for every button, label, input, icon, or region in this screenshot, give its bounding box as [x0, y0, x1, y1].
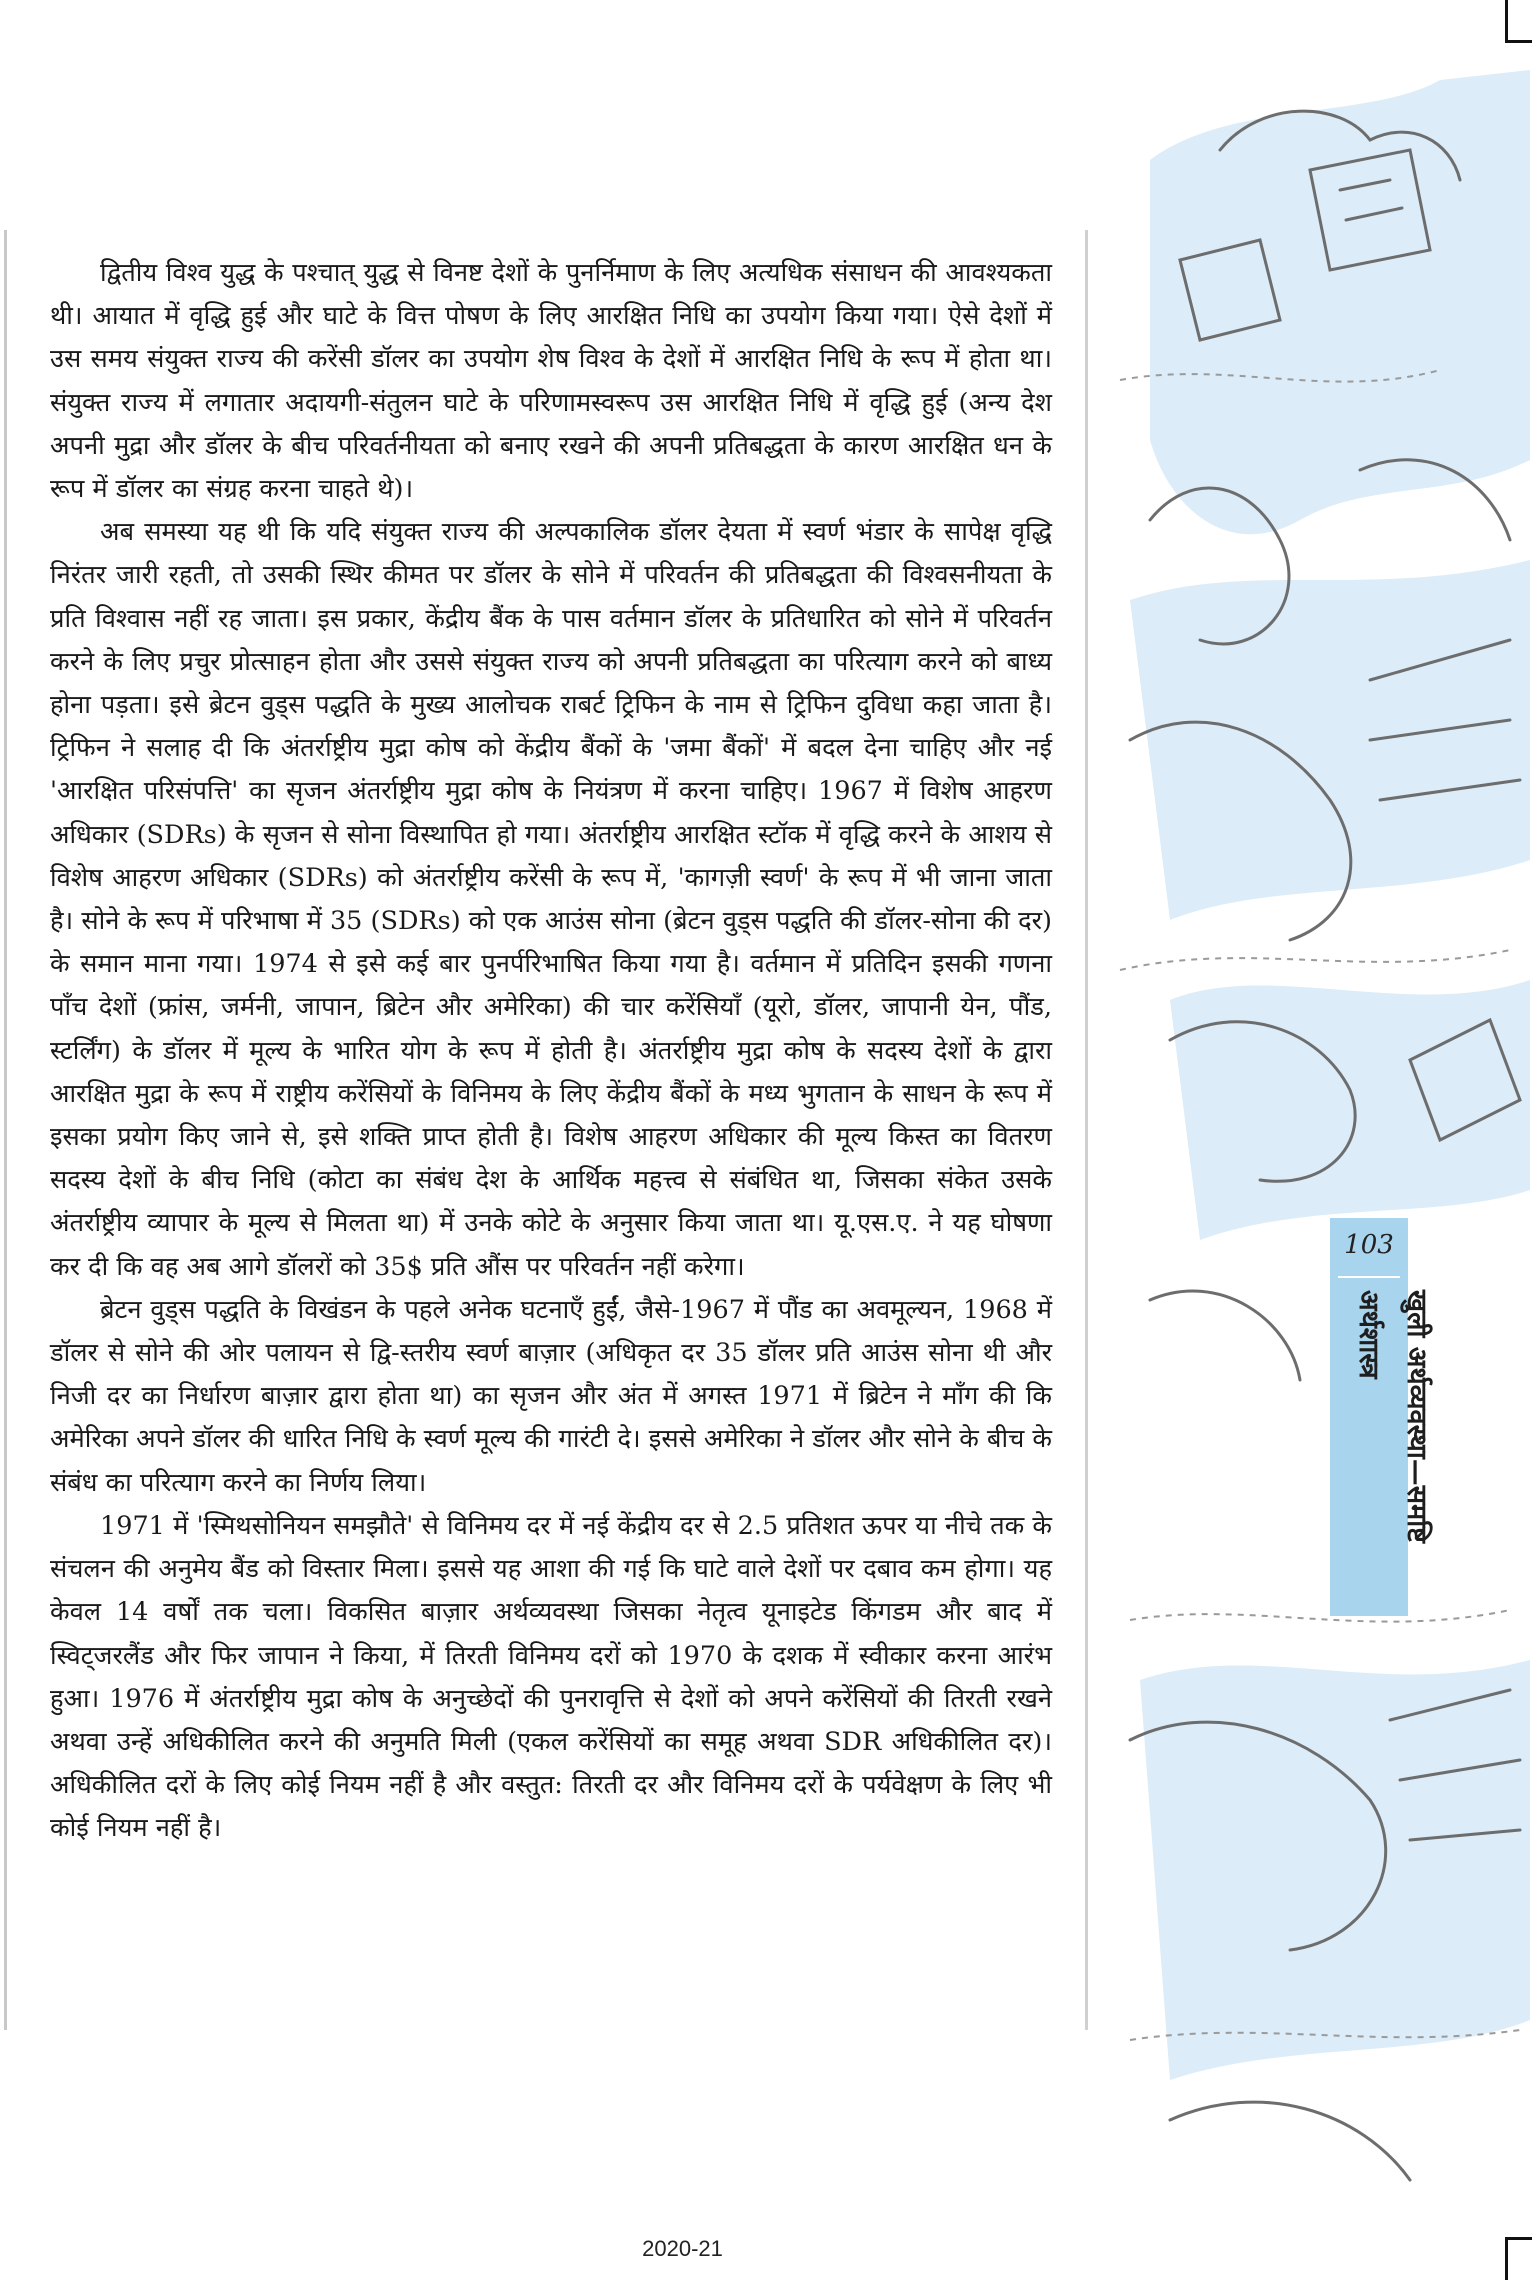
- crop-mark-bottom: [1505, 2237, 1532, 2280]
- main-text: [50, 252, 1052, 1851]
- page-number: 103: [1344, 1230, 1394, 1260]
- chapter-side-tab: [1330, 1218, 1432, 1616]
- paragraph-triffin-dilemma: अब समस्या यह थी कि यदि संयुक्त राज्य की अल्पकालिक डॉलर देयता में स्वर्ण भंडार के सापेक्ष वृद्धि निरंतर जारी रहती, तो उसकी स्थिर कीमत पर डॉलर के सोने में परिवर्तन की प्रतिबद्धता की विश्वसनीयता के प्रति विश्वास नहीं रह जाता। इस प्रकार, केंद्रीय बैंक के पास वर्तमान डॉलर के प्रतिधारित को सोने में परिवर्तन करने के लिए प्रचुर प्रोत्साहन होता और उससे संयुक्त राज्य को अपनी प्रतिबद्धता का परित्याग करने को बाध्य होना पड़ता। इसे ब्रेटन वुड्स पद्धति के मुख्य आलोचक राबर्ट ट्रिफिन के नाम से ट्रिफिन दुविधा कहा जाता है। ट्रिफिन ने सलाह दी कि अंतर्राष्ट्रीय मुद्रा कोष को केंद्रीय बैंकों के 'जमा बैंकों' में बदल देना चाहिए और नई 'आरक्षित परिसंपत्ति' का सृजन अंतर्राष्ट्रीय मुद्रा कोष के नियंत्रण में करना चाहिए। 1967 में विशेष आहरण अधिकार (SDRs) के सृजन से सोना विस्थापित हो गया। अंतर्राष्ट्रीय आरक्षित स्टॉक में वृद्धि करने के आशय से विशेष आहरण अधिकार (SDRs) को अंतर्राष्ट्रीय करेंसी के रूप में, 'कागज़ी स्वर्ण' के रूप में भी जाना जाता है। सोने के रूप में परिभाषा में 35 (SDRs) को एक आउंस सोना (ब्रेटन वुड्स पद्धति की डॉलर-सोना की दर) के समान माना गया। 1974 से इसे कई बार पुनर्परिभाषित किया गया है। वर्तमान में प्रतिदिन इसकी गणना पाँच देशों (फ्रांस, जर्मनी, जापान, ब्रिटेन और अमेरिका) की चार करेंसियाँ (यूरो, डॉलर, जापानी येन, पौंड, स्टर्लिंग) के डॉलर में मूल्य के भारित योग के रूप में होती है। अंतर्राष्ट्रीय मुद्रा कोष के सदस्य देशों के द्वारा आरक्षित मुद्रा के रूप में राष्ट्रीय करेंसियों के विनिमय के लिए केंद्रीय बैंकों के मध्य भुगतान के साधन के रूप में इसका प्रयोग किए जाने से, इसे शक्ति प्राप्त होती है। विशेष आहरण अधिकार की मूल्य किस्त का वितरण सदस्य देशों के बीच निधि (कोटा का संबंध देश के आर्थिक महत्त्व से संबंधित था, जिसका संकेत उसके अंतर्राष्ट्रीय व्यापार के मूल्य से मिलता था) में उनके कोटे के अनुसार किया जाता था। यू.एस.ए. ने यह घोषणा कर दी कि वह अब आगे डॉलरों को 35$ प्रति औंस पर परिवर्तन नहीं करेगा।: [50, 517, 1052, 1282]
- paragraph-smithsonian-agreement: 1971 में 'स्मिथसोनियन समझौते' से विनिमय दर में नई केंद्रीय दर से 2.5 प्रतिशत ऊपर या नीचे तक के संचलन की अनुमेय बैंड को विस्तार मिला। इससे यह आशा की गई कि घाटे वाले देशों पर दबाव कम होगा। यह केवल 14 वर्षों तक चला। विकसित बाज़ार अर्थव्यवस्था जिसका नेतृत्व यूनाइटेड किंगडम और बाद में स्विट्जरलैंड और फिर जापान ने किया, में तिरती विनिमय दरों को 1970 के दशक में स्वीकार करना आरंभ हुआ। 1976 में अंतर्राष्ट्रीय मुद्रा कोष के अनुच्छेदों की पुनरावृत्ति से देशों को अपने करेंसियों की तिरती रखने अथवा उन्हें अधिकीलित करने की अनुमति मिली (एकल करेंसियों का समूह अथवा SDR अधिकीलित दर)। अधिकीलित दरों के लिए कोई नियम नहीं है और वस्तुत: तिरती दर और विनिमय दरों के पर्यवेक्षण के लिए भी कोई नियम नहीं है।: [50, 1510, 1052, 1844]
- footer-year: 2020-21: [642, 2236, 723, 2261]
- crop-mark-top: [1505, 0, 1532, 43]
- chapter-title: खुली अर्थव्यवस्था—समष्टि अर्थशास्त्र: [1353, 1290, 1432, 1543]
- tab-divider: [1338, 1276, 1400, 1278]
- paragraph-post-war-reserves: द्वितीय विश्व युद्ध के पश्चात् युद्ध से विनष्ट देशों के पुनर्निमाण के लिए अत्यधिक संसाधन की आवश्यकता थी। आयात में वृद्धि हुई और घाटे के वित्त पोषण के लिए आरक्षित निधि का उपयोग किया गया। ऐसे देशों में उस समय संयुक्त राज्य की करेंसी डॉलर का उपयोग शेष विश्व के देशों में आरक्षित निधि के रूप में होता था। संयुक्त राज्य में लगातार अदायगी-संतुलन घाटे के परिणामस्वरूप उस आरक्षित निधि में वृद्धि हुई (अन्य देश अपनी मुद्रा और डॉलर के बीच परिवर्तनीयता को बनाए रखने की अपनी प्रतिबद्धता के कारण आरक्षित धन के रूप में डॉलर का संग्रह करना चाहते थे)।: [50, 258, 1052, 505]
- paragraph-bretton-woods-collapse: ब्रेटन वुड्स पद्धति के विखंडन के पहले अनेक घटनाएँ हुईं, जैसे-1967 में पौंड का अवमूल्यन, 1968 में डॉलर से सोने की ओर पलायन से द्वि-स्तरीय स्वर्ण बाज़ार (अधिकृत दर 35 डॉलर प्रति आउंस सोना थी और निजी दर का निर्धारण बाज़ार द्वारा होता था) का सृजन और अंत में अगस्त 1971 में ब्रिटेन ने माँग की कि अमेरिका अपने डॉलर की धारित निधि के स्वर्ण मूल्य की गारंटी दे। इससे अमेरिका ने डॉलर और सोने के बीच के संबंध का परित्याग करने का निर्णय लिया।: [50, 1294, 1052, 1498]
- frame-left-border: [4, 230, 7, 2030]
- decorative-illustration: [1110, 40, 1532, 2240]
- frame-right-border: [1085, 230, 1088, 2030]
